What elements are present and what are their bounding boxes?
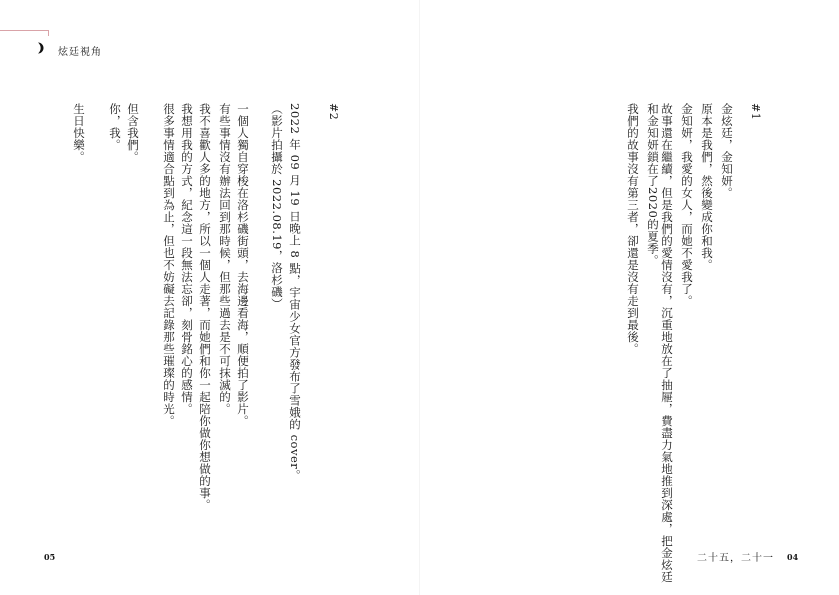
text-line: 和金知妍鎖在了2020的夏季。 bbox=[646, 103, 660, 267]
section-heading-1: #1 bbox=[749, 103, 762, 121]
corner-rule-tick bbox=[48, 30, 49, 36]
page-gutter bbox=[419, 0, 420, 595]
page-number-right: 04 bbox=[787, 552, 799, 562]
text-line: 原本是我們，然後變成你和我。 bbox=[700, 103, 714, 271]
page-number-left: 05 bbox=[44, 552, 56, 562]
footer-title: 二十五，二十一 bbox=[697, 553, 774, 564]
text-line: 故事還在繼續，但是我們的愛情沒有，沉重地放在了抽屜，費盡力氣地推到深處，把金炫廷 bbox=[660, 103, 674, 583]
text-line: 我們的故事沒有第三者，卻還是沒有走到最後。 bbox=[626, 103, 640, 355]
text-line: 我想用我的方式，紀念這一段無法忘卻，刻骨銘心的感情。 bbox=[180, 103, 194, 415]
text-line: 金炫廷，金知妍。 bbox=[720, 103, 734, 199]
text-line: 生日快樂。 bbox=[72, 103, 86, 163]
text-line: 一個人獨自穿梭在洛杉磯街頭，去海邊看海，順便拍了影片。 bbox=[236, 103, 250, 427]
text-line: 2022 年 09 月 19 日晚上 8 點，宇宙少女官方發布了雪娥的 cover。 bbox=[288, 103, 302, 482]
text-line: 有些事情沒有辦法回到那時候，但那些過去是不可抹滅的。 bbox=[218, 103, 232, 415]
text-line: 但含我們。 bbox=[126, 103, 140, 163]
crescent-moon-icon bbox=[34, 42, 46, 54]
text-line: （影片拍攝於 2022.08.19，洛杉磯） bbox=[270, 103, 284, 310]
text-line: 很多事情適合點到為止，但也不妨礙去記錄那些璀璨的時光。 bbox=[162, 103, 176, 427]
section-heading-2: #2 bbox=[327, 103, 340, 121]
brand-title: 炫廷視角 bbox=[58, 47, 102, 58]
text-line: 你，我。 bbox=[108, 103, 122, 151]
corner-rule bbox=[0, 30, 48, 31]
text-line: 金知妍，我愛的女人，而她不愛我了。 bbox=[680, 103, 694, 307]
text-line: 我不喜歡人多的地方，所以一個人走著，而她們和你一起陪你做你想做的事。 bbox=[198, 103, 212, 511]
